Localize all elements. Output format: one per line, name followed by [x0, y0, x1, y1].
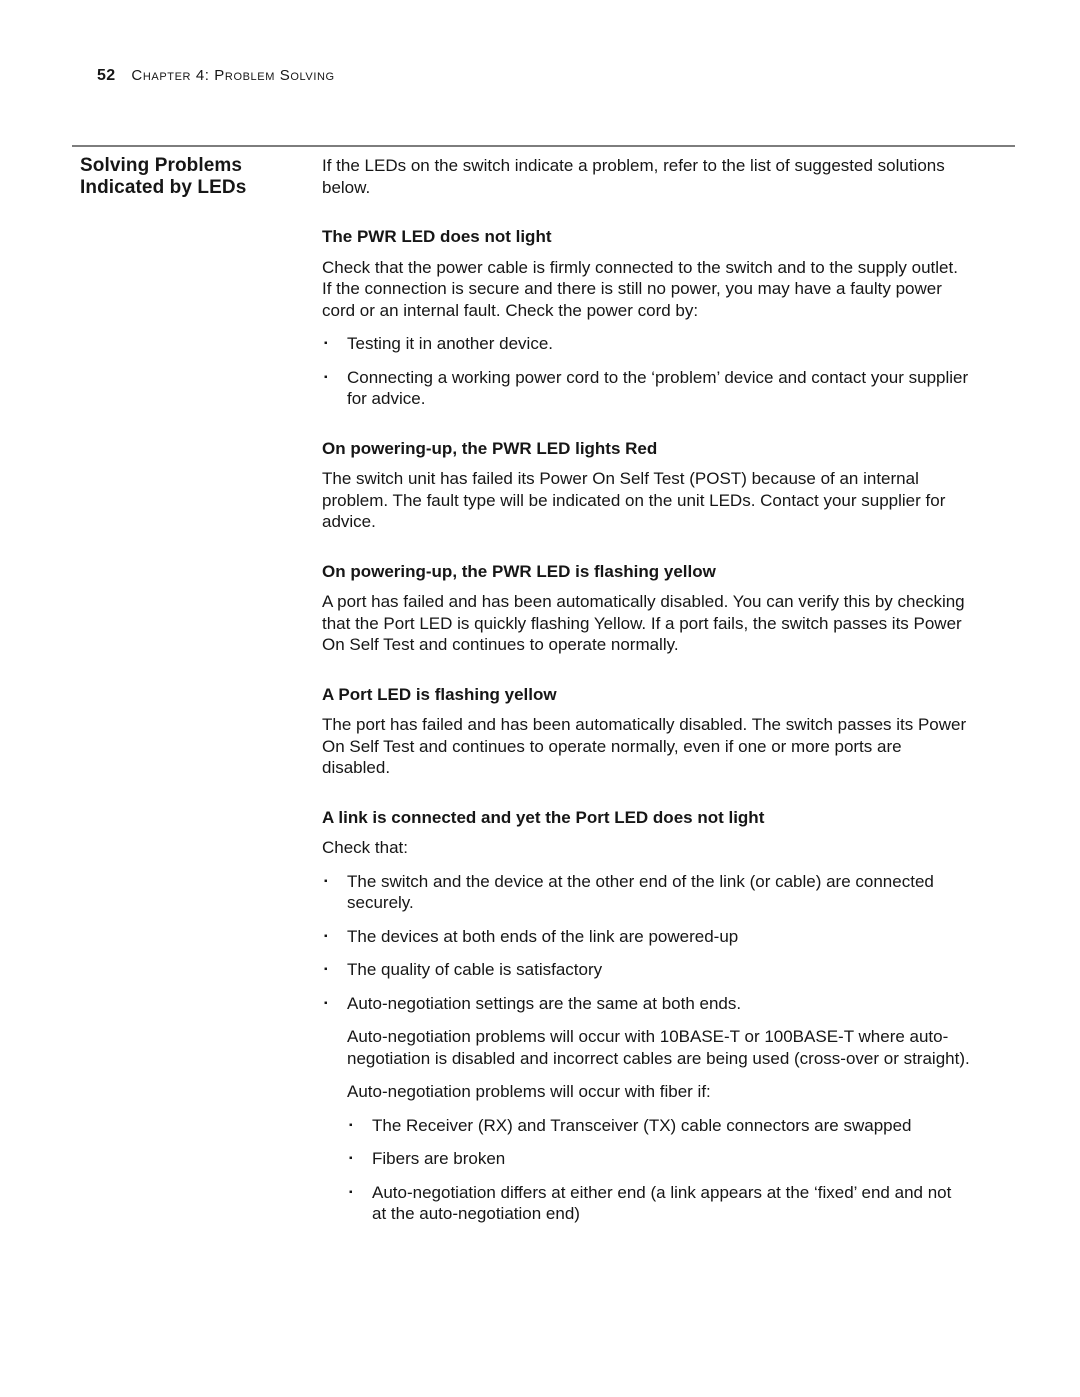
list-item [322, 993, 970, 1015]
body-column [322, 155, 970, 1237]
sub-list-item-text: Fibers are broken [372, 1149, 506, 1168]
bullet-square-icon: ▪ [349, 1186, 353, 1198]
note-paragraph: Auto-negotiation problems will occur with 10BASE-T or 100BASE-T where auto-negotiation is disabled and incorrect cables are being used (cross-over or straight). [347, 1027, 970, 1068]
section-title-line2: Indicated by LEDs [80, 177, 247, 198]
subsection-heading: A link is connected and yet the Port LED does not light [322, 807, 765, 827]
subsection-body: A port has failed and has been automatically disabled. You can verify this by checking that the Port LED is quickly flashing Yellow. If a port fails, the switch passes its Power On Self Test and continues to operate normally. [322, 592, 965, 654]
list-item-text: The devices at both ends of the link are powered-up [347, 926, 739, 946]
list-item [322, 367, 970, 410]
note-paragraph: Auto-negotiation problems will occur with fiber if: [347, 1082, 711, 1101]
bullet-square-icon: ▪ [349, 1153, 353, 1164]
list-item-text: Testing it in another device. [347, 334, 554, 353]
subsection-heading: On powering-up, the PWR LED lights Red [322, 438, 658, 458]
subsection-body: The port has failed and has been automatically disabled. The switch passes its Power On Self Test and continues to operate normally, even if one or more ports are disabled. [322, 715, 967, 777]
page-number: 52 [97, 67, 116, 84]
bullet-square-icon: ▪ [349, 1119, 353, 1131]
list-item-text: The switch and the device at the other end of the link (or cable) are connected securely. [347, 871, 934, 912]
bullet-square-icon: ▪ [324, 964, 328, 975]
list-item [322, 871, 970, 914]
sub-list-item-text: Auto-negotiation differs at either end (a link appears at the ‘fixed’ end and not at the auto-negotiation end) [372, 1182, 952, 1223]
running-header [97, 67, 335, 85]
list-item [322, 926, 970, 948]
bullet-square-icon: ▪ [324, 371, 328, 383]
subsection-body: Check that: [322, 838, 408, 857]
page-content [80, 155, 1016, 1237]
sub-list-item [347, 1148, 970, 1170]
subsection-body: The switch unit has failed its Power On Self Test (POST) because of an internal problem. The fault type will be indicated on the unit LEDs. Contact your supplier for advice. [322, 469, 946, 531]
subsection-heading: A Port LED is flashing yellow [322, 684, 557, 704]
sub-list-item [347, 1115, 970, 1137]
bullet-square-icon: ▪ [324, 930, 328, 942]
sub-list-item [347, 1182, 970, 1225]
sidebar-column [80, 155, 322, 1237]
header-rule [72, 145, 1015, 147]
list-item [322, 959, 970, 981]
subsection-heading: The PWR LED does not light [322, 227, 552, 246]
subsection-heading: On powering-up, the PWR LED is flashing yellow [322, 561, 716, 581]
list-item-text: Auto-negotiation settings are the same at both ends. [347, 993, 742, 1013]
chapter-title: Chapter 4: Problem Solving [131, 67, 335, 84]
section-title [80, 155, 322, 199]
sub-list-item-text: The Receiver (RX) and Transceiver (TX) cable connectors are swapped [372, 1115, 912, 1135]
list-item [322, 333, 970, 355]
intro-paragraph: If the LEDs on the switch indicate a problem, refer to the list of suggested solutions below. [322, 156, 945, 197]
subsection-body: Check that the power cable is firmly connected to the switch and to the supply outlet. If the connection is secure and there is still no power, you may have a faulty power cord or an internal fault. Check the power cord by: [322, 257, 958, 320]
bullet-square-icon: ▪ [324, 875, 328, 887]
bullet-square-icon: ▪ [324, 338, 328, 349]
section-title-line1: Solving Problems [80, 155, 243, 176]
bullet-square-icon: ▪ [324, 997, 328, 1009]
list-item-text: The quality of cable is satisfactory [347, 960, 603, 979]
list-item-text: Connecting a working power cord to the ‘problem’ device and contact your supplier for advice. [347, 367, 969, 408]
